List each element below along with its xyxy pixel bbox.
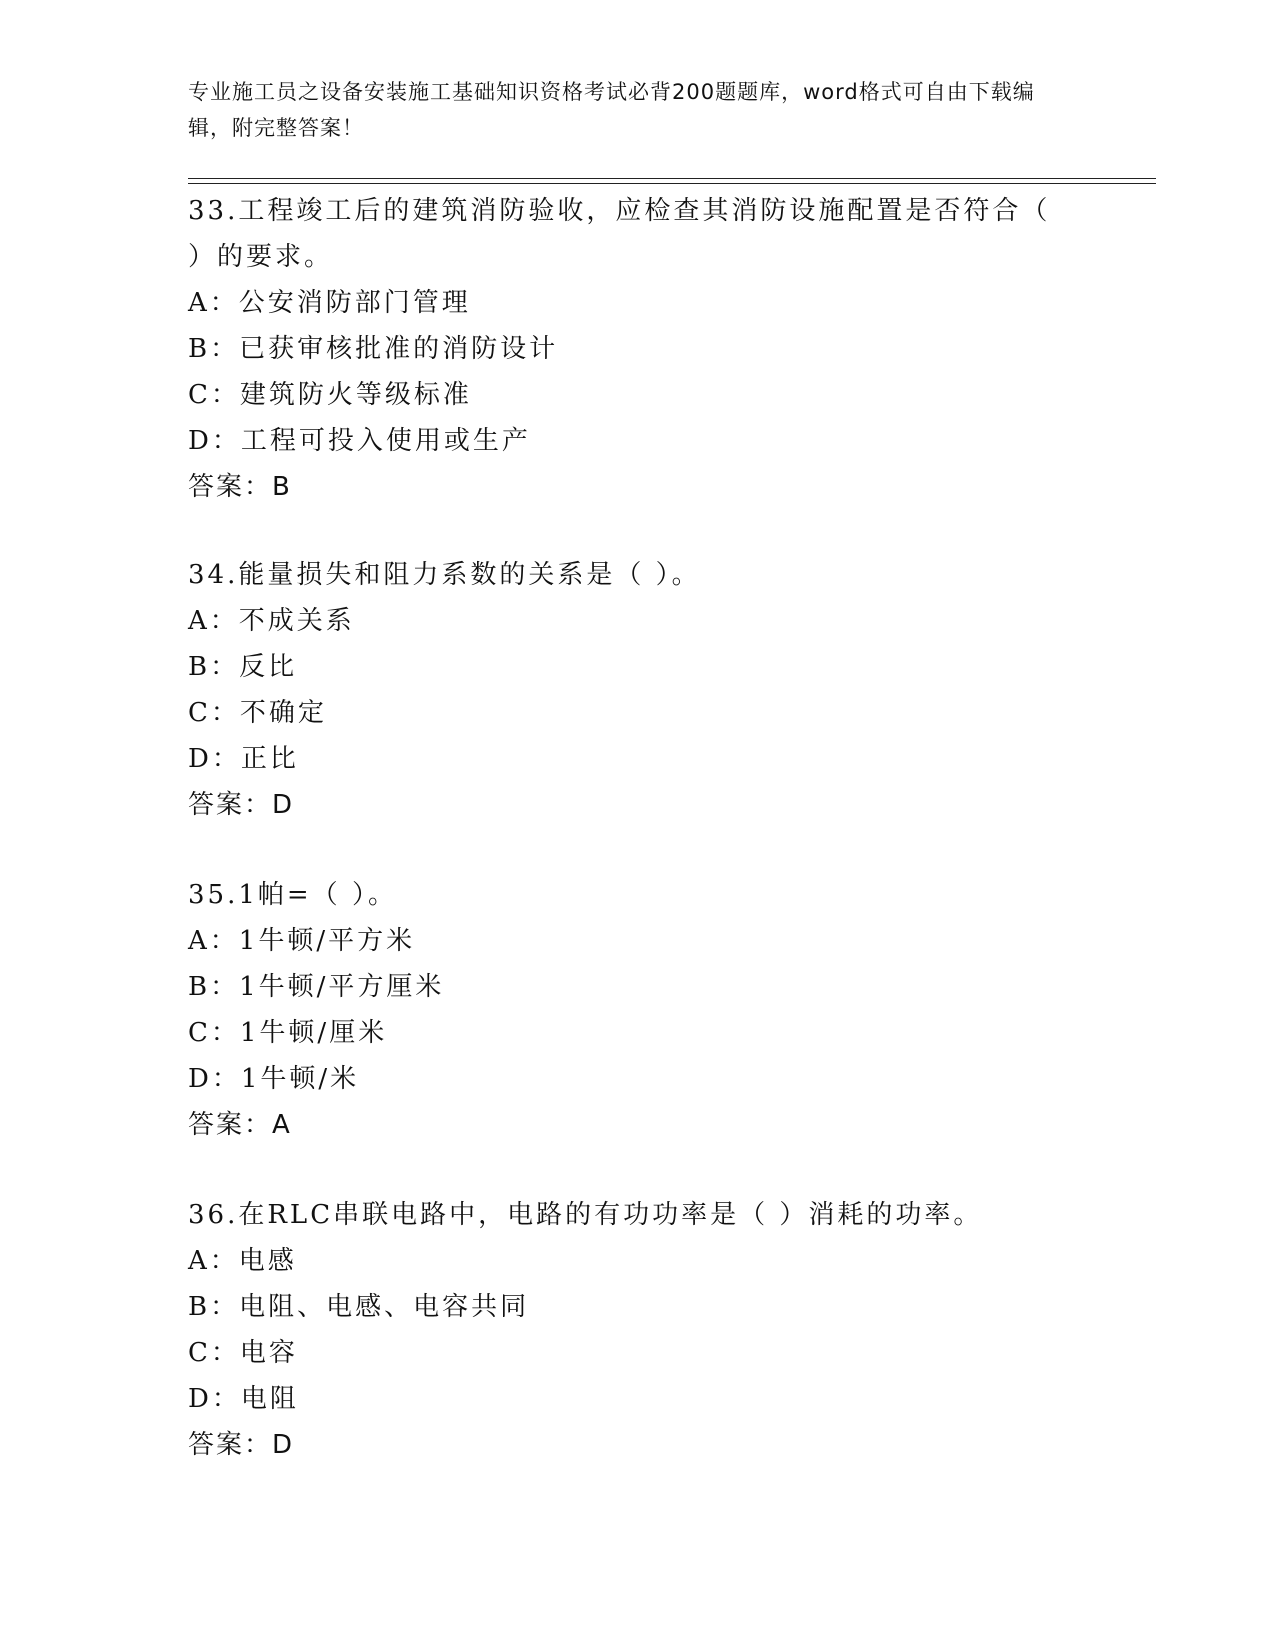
answer-line: 答案：A <box>188 1110 292 1140</box>
question-stem: 36.在RLC串联电路中，电路的有功功率是（ ）消耗的功率。 <box>188 1200 983 1230</box>
option-a: A：电感 <box>188 1246 297 1276</box>
header-divider-bottom <box>188 183 1156 184</box>
answer-line: 答案：D <box>188 1430 295 1460</box>
question-stem: 33.工程竣工后的建筑消防验收，应检查其消防设施配置是否符合（ ）的要求。 <box>188 196 1051 272</box>
header-divider-top <box>188 178 1156 179</box>
option-b: B：已获审核批准的消防设计 <box>188 334 559 364</box>
question-35 <box>188 872 1088 1148</box>
option-c: C：1牛顿/厘米 <box>188 1018 388 1048</box>
document-header: 专业施工员之设备安装施工基础知识资格考试必背200题题库，word格式可自由下载编辑，附完整答案！ <box>188 80 1035 140</box>
option-b: B：1牛顿/平方厘米 <box>188 972 445 1002</box>
option-a: A：不成关系 <box>188 606 355 636</box>
option-d: D：正比 <box>188 744 299 774</box>
option-d: D：1牛顿/米 <box>188 1064 360 1094</box>
option-c: C：电容 <box>188 1338 298 1368</box>
question-34 <box>188 552 1088 828</box>
option-a: A：公安消防部门管理 <box>188 288 471 318</box>
question-stem: 35.1帕=（ ）。 <box>188 880 397 910</box>
option-b: B：反比 <box>188 652 298 682</box>
option-a: A：1牛顿/平方米 <box>188 926 416 956</box>
question-33 <box>188 188 1088 510</box>
option-b: B：电阻、电感、电容共同 <box>188 1292 530 1322</box>
answer-line: 答案：D <box>188 790 295 820</box>
question-stem: 34.能量损失和阻力系数的关系是（ ）。 <box>188 560 701 590</box>
option-c: C：建筑防火等级标准 <box>188 380 472 410</box>
option-d: D：电阻 <box>188 1384 299 1414</box>
option-c: C：不确定 <box>188 698 327 728</box>
option-d: D：工程可投入使用或生产 <box>188 426 531 456</box>
question-36 <box>188 1192 1088 1468</box>
answer-line: 答案：B <box>188 472 292 502</box>
